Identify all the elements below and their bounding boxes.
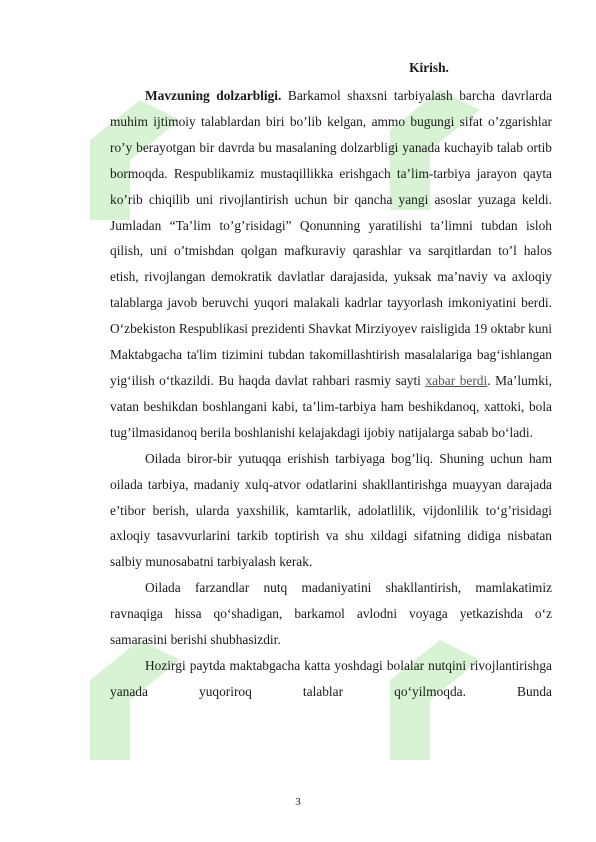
paragraph-1	[110, 83, 552, 446]
page-title-text: Kirish.	[409, 60, 449, 75]
source-link[interactable]: xabar berdi	[425, 372, 488, 388]
paragraph-4: Hozirgi paytda maktabgacha katta yoshdagi bolalar nutqini rivojlantirishga yanada yuqoriroq talablar qo‘yilmoqda. Bunda	[110, 657, 552, 699]
paragraph-1-text-a: Barkamol shaxsni tarbiyalash barcha davrlarda muhim ijtimoiy talablardan biri bo’lib kelgan, ammo bugungi sifat o’zgarishlar ro’y berayotgan bir davrda bu masalaning dolzarbligi yanada kuchayib talab ortib bormoqda. Respublikamiz mustaqillikka erishgach ta’lim-tarbiya jarayon qayta ko’rib chiqilib uni rivojlantirish uchun bir qancha yangi asoslar yuzaga keldi. Jumladan “Ta’lim to’g’risidagi” Qonunning yaratilishi ta’limni tubdan isloh qilish, uni o’tmishdan qolgan mafkuraviy qarashlar va sarqitlardan to’l halos etish, rivojlangan demokratik davlatlar darajasida, yuksak ma’naviy va axloqiy talablarga javob beruvchi yuqori malakali kadrlar tayyorlash imkoniyatini berdi. O‘zbekiston Respublikasi prezidenti Shavkat Mirziyoyev raisligida 19 oktabr kuni Maktabgacha ta'lim tizimini tubdan takomillashtirish masalalariga bag‘ishlangan yig‘ilish o‘tkazildi. Bu haqda davlat rahbari rasmiy sayti	[110, 88, 552, 388]
paragraph-1-lead: Mavzuning dolzarbligi.	[145, 88, 282, 103]
paragraph-3: Oilada farzandlar nutq madaniyatini shakllantirish, mamlakatimiz ravnaqiga hissa qo‘shadigan, barkamol avlodni voyaga yetkazishda o‘z samarasini berishi shubhasizdir.	[110, 580, 552, 648]
paragraph-2: Oilada biror-bir yutuqqa erishish tarbiyaga bog’liq. Shuning uchun ham oilada tarbiya, madaniy xulq-atvor odatlarini shakllantirishga muayyan darajada e’tibor berish, ularda yaxshilik, kamtarlik, adolatlilik, vijdonlilik to‘g’risidagi axloqiy tasavvurlarini tarkib toptirish va shu xildagi sifatning didiga nisbatan salbiy munosabatni tarbiyalash kerak.	[110, 450, 552, 570]
page-title	[110, 58, 552, 78]
page-number: 3	[295, 796, 301, 808]
document-body	[110, 58, 552, 705]
paragraph-1-text-b: . Ma’lumki, vatan beshikdan boshlangani kabi, ta’lim-tarbiya ham beshikdanoq, xattoki, bola tug’ilmasidanoq berila boshlanishi kelajakdagi ijobiy natijalarga sabab bo‘ladi.	[110, 372, 552, 440]
